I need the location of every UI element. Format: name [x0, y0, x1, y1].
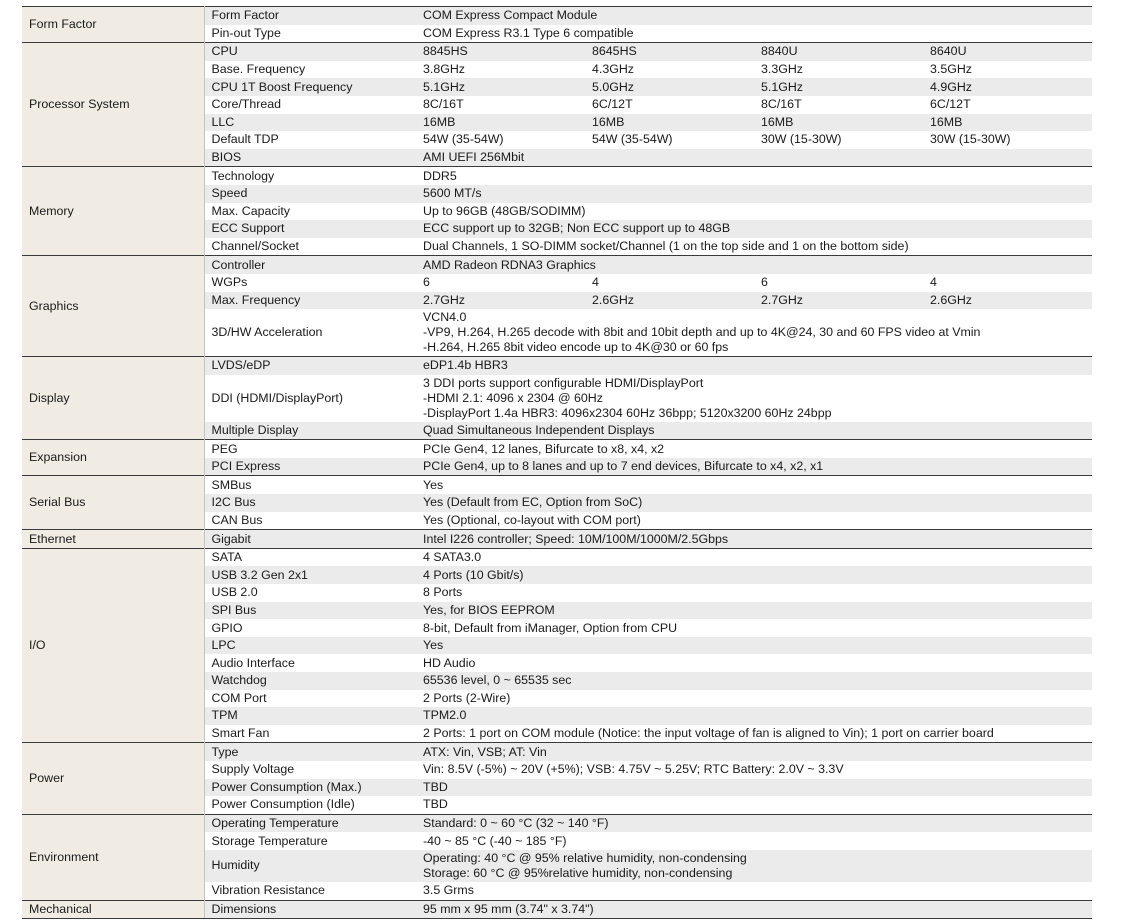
- spec-value: [418, 309, 1092, 357]
- spec-value: 6C/12T: [925, 96, 1092, 114]
- spec-row: [22, 167, 1092, 185]
- section-label: Ethernet: [22, 530, 204, 549]
- spec-value: 2.7GHz: [756, 292, 925, 310]
- spec-value-line: Operating: 40 °C @ 95% relative humidity, non-condensing: [423, 850, 747, 865]
- spec-row: [22, 743, 1092, 761]
- spec-value: 54W (35-54W): [418, 131, 587, 149]
- spec-item-label: SPI Bus: [204, 602, 418, 620]
- spec-item-label: Storage Temperature: [204, 832, 418, 850]
- spec-value-line: 3 DDI ports support configurable HDMI/DisplayPort: [423, 375, 704, 390]
- spec-value: 2.6GHz: [587, 292, 756, 310]
- spec-value: -40 ~ 85 °C (-40 ~ 185 °F): [418, 832, 1092, 850]
- spec-value: Dual Channels, 1 SO-DIMM socket/Channel (1 on the top side and 1 on the bottom side): [418, 238, 1092, 256]
- spec-value: COM Express R3.1 Type 6 compatible: [418, 25, 1092, 43]
- spec-item-label: Humidity: [204, 850, 418, 882]
- spec-item-label: GPIO: [204, 619, 418, 637]
- spec-item-label: USB 2.0: [204, 584, 418, 602]
- spec-value: TBD: [418, 779, 1092, 797]
- spec-item-label: Max. Capacity: [204, 203, 418, 221]
- spec-value: Yes (Optional, co-layout with COM port): [418, 512, 1092, 530]
- spec-value: 16MB: [418, 114, 587, 132]
- spec-item-label: SMBus: [204, 476, 418, 494]
- spec-value: 8 Ports: [418, 584, 1092, 602]
- spec-row: [22, 357, 1092, 375]
- spec-value: Up to 96GB (48GB/SODIMM): [418, 203, 1092, 221]
- spec-value: Yes, for BIOS EEPROM: [418, 602, 1092, 620]
- spec-value: 4 SATA3.0: [418, 548, 1092, 566]
- section-label: Expansion: [22, 440, 204, 476]
- spec-value: Quad Simultaneous Independent Displays: [418, 422, 1092, 440]
- spec-item-label: PEG: [204, 440, 418, 458]
- spec-item-label: Operating Temperature: [204, 814, 418, 832]
- spec-value: 54W (35-54W): [587, 131, 756, 149]
- spec-value: COM Express Compact Module: [418, 7, 1092, 25]
- spec-value-line: -VP9, H.264, H.265 decode with 8bit and 10bit depth and up to 4K@24, 30 and 60 FPS video at Vmin: [423, 325, 981, 340]
- spec-item-label: Speed: [204, 185, 418, 203]
- spec-value: 8-bit, Default from iManager, Option from CPU: [418, 619, 1092, 637]
- spec-value: AMD Radeon RDNA3 Graphics: [418, 256, 1092, 274]
- spec-row: [22, 440, 1092, 458]
- spec-item-label: PCI Express: [204, 458, 418, 476]
- spec-item-label: TPM: [204, 707, 418, 725]
- spec-value-line: -H.264, H.265 8bit video encode up to 4K@30 or 60 fps: [423, 340, 729, 355]
- spec-value: 6: [418, 274, 587, 292]
- spec-value: 16MB: [756, 114, 925, 132]
- spec-value: PCIe Gen4, up to 8 lanes and up to 7 end devices, Bifurcate to x4, x2, x1: [418, 458, 1092, 476]
- section-label: Power: [22, 743, 204, 814]
- spec-value: 16MB: [587, 114, 756, 132]
- spec-value: 16MB: [925, 114, 1092, 132]
- section-label: Processor System: [22, 43, 204, 167]
- spec-value: Yes: [418, 637, 1092, 655]
- spec-item-label: WGPs: [204, 274, 418, 292]
- spec-value: 8640U: [925, 43, 1092, 61]
- spec-item-label: Audio Interface: [204, 654, 418, 672]
- spec-value: Vin: 8.5V (-5%) ~ 20V (+5%); VSB: 4.75V ~ 5.25V; RTC Battery: 2.0V ~ 3.3V: [418, 761, 1092, 779]
- spec-row: [22, 548, 1092, 566]
- spec-item-label: Default TDP: [204, 131, 418, 149]
- spec-item-label: Supply Voltage: [204, 761, 418, 779]
- spec-value: 4: [925, 274, 1092, 292]
- section-label: Mechanical: [22, 900, 204, 919]
- spec-value: Yes: [418, 476, 1092, 494]
- spec-value: [418, 375, 1092, 422]
- spec-value: Yes (Default from EC, Option from SoC): [418, 494, 1092, 512]
- spec-value: DDR5: [418, 167, 1092, 185]
- spec-row: [22, 900, 1092, 919]
- spec-value: 2 Ports (2-Wire): [418, 690, 1092, 708]
- spec-value: Standard: 0 ~ 60 °C (32 ~ 140 °F): [418, 814, 1092, 832]
- spec-value: 8840U: [756, 43, 925, 61]
- spec-item-label: Vibration Resistance: [204, 882, 418, 900]
- spec-value: 3.5GHz: [925, 61, 1092, 79]
- section-label: Memory: [22, 167, 204, 256]
- spec-item-label: Power Consumption (Idle): [204, 796, 418, 814]
- spec-value: TBD: [418, 796, 1092, 814]
- spec-row: [22, 476, 1092, 494]
- spec-item-label: BIOS: [204, 149, 418, 167]
- spec-item-label: I2C Bus: [204, 494, 418, 512]
- spec-value-line: -DisplayPort 1.4a HBR3: 4096x2304 60Hz 36bpp; 5120x3200 60Hz 24bpp: [423, 405, 832, 420]
- spec-value: 4.9GHz: [925, 78, 1092, 96]
- spec-row: [22, 814, 1092, 832]
- spec-item-label: Max. Frequency: [204, 292, 418, 310]
- spec-value: 2.6GHz: [925, 292, 1092, 310]
- spec-value: 6C/12T: [587, 96, 756, 114]
- section-label: Environment: [22, 814, 204, 900]
- spec-value: ECC support up to 32GB; Non ECC support up to 48GB: [418, 220, 1092, 238]
- spec-item-label: Dimensions: [204, 900, 418, 919]
- spec-value: 3.8GHz: [418, 61, 587, 79]
- spec-item-label: Base. Frequency: [204, 61, 418, 79]
- section-label: Display: [22, 357, 204, 440]
- spec-value: 8845HS: [418, 43, 587, 61]
- spec-value: 8C/16T: [756, 96, 925, 114]
- spec-value: 30W (15-30W): [925, 131, 1092, 149]
- spec-value: PCIe Gen4, 12 lanes, Bifurcate to x8, x4, x2: [418, 440, 1092, 458]
- spec-value: 2.7GHz: [418, 292, 587, 310]
- spec-item-label: Power Consumption (Max.): [204, 779, 418, 797]
- spec-value: 8C/16T: [418, 96, 587, 114]
- spec-value: 95 mm x 95 mm (3.74" x 3.74"): [418, 900, 1092, 919]
- spec-table: [22, 6, 1092, 919]
- spec-item-label: LPC: [204, 637, 418, 655]
- spec-item-label: Core/Thread: [204, 96, 418, 114]
- section-label: I/O: [22, 548, 204, 743]
- section-label: Form Factor: [22, 7, 204, 43]
- spec-value: 3.3GHz: [756, 61, 925, 79]
- spec-item-label: Pin-out Type: [204, 25, 418, 43]
- spec-item-label: Gigabit: [204, 530, 418, 549]
- spec-value: 65536 level, 0 ~ 65535 sec: [418, 672, 1092, 690]
- spec-item-label: Multiple Display: [204, 422, 418, 440]
- spec-value: Intel I226 controller; Speed: 10M/100M/1000M/2.5Gbps: [418, 530, 1092, 549]
- spec-value: 4.3GHz: [587, 61, 756, 79]
- spec-value-line: VCN4.0: [423, 310, 467, 325]
- spec-row: [22, 530, 1092, 549]
- spec-item-label: 3D/HW Acceleration: [204, 309, 418, 357]
- spec-table-body: [22, 7, 1092, 919]
- spec-value-line: Storage: 60 °C @ 95%relative humidity, non-condensing: [423, 865, 733, 880]
- spec-value-line: -HDMI 2.1: 4096 x 2304 @ 60Hz: [423, 390, 603, 405]
- spec-value: 4 Ports (10 Gbit/s): [418, 566, 1092, 584]
- spec-item-label: Technology: [204, 167, 418, 185]
- spec-item-label: Watchdog: [204, 672, 418, 690]
- spec-value: 2 Ports: 1 port on COM module (Notice: the input voltage of fan is aligned to Vin); 1 port on carrier board: [418, 725, 1092, 743]
- spec-item-label: LLC: [204, 114, 418, 132]
- spec-item-label: Controller: [204, 256, 418, 274]
- spec-item-label: Type: [204, 743, 418, 761]
- section-label: Serial Bus: [22, 476, 204, 530]
- spec-value: HD Audio: [418, 654, 1092, 672]
- spec-value: AMI UEFI 256Mbit: [418, 149, 1092, 167]
- spec-value: 5600 MT/s: [418, 185, 1092, 203]
- spec-value: 5.0GHz: [587, 78, 756, 96]
- spec-value: 5.1GHz: [756, 78, 925, 96]
- section-label: Graphics: [22, 256, 204, 357]
- spec-item-label: SATA: [204, 548, 418, 566]
- spec-value: 4: [587, 274, 756, 292]
- spec-row: [22, 256, 1092, 274]
- spec-item-label: USB 3.2 Gen 2x1: [204, 566, 418, 584]
- spec-item-label: ECC Support: [204, 220, 418, 238]
- spec-value: 5.1GHz: [418, 78, 587, 96]
- spec-item-label: Form Factor: [204, 7, 418, 25]
- spec-item-label: CPU: [204, 43, 418, 61]
- spec-item-label: DDI (HDMI/DisplayPort): [204, 375, 418, 422]
- spec-item-label: COM Port: [204, 690, 418, 708]
- spec-row: [22, 43, 1092, 61]
- spec-value: TPM2.0: [418, 707, 1092, 725]
- spec-item-label: CPU 1T Boost Frequency: [204, 78, 418, 96]
- spec-value: eDP1.4b HBR3: [418, 357, 1092, 375]
- spec-item-label: Channel/Socket: [204, 238, 418, 256]
- spec-value: 8645HS: [587, 43, 756, 61]
- spec-row: [22, 7, 1092, 25]
- spec-item-label: LVDS/eDP: [204, 357, 418, 375]
- spec-item-label: CAN Bus: [204, 512, 418, 530]
- spec-item-label: Smart Fan: [204, 725, 418, 743]
- spec-value: 6: [756, 274, 925, 292]
- spec-value: ATX: Vin, VSB; AT: Vin: [418, 743, 1092, 761]
- spec-value: [418, 850, 1092, 882]
- spec-value: 30W (15-30W): [756, 131, 925, 149]
- spec-value: 3.5 Grms: [418, 882, 1092, 900]
